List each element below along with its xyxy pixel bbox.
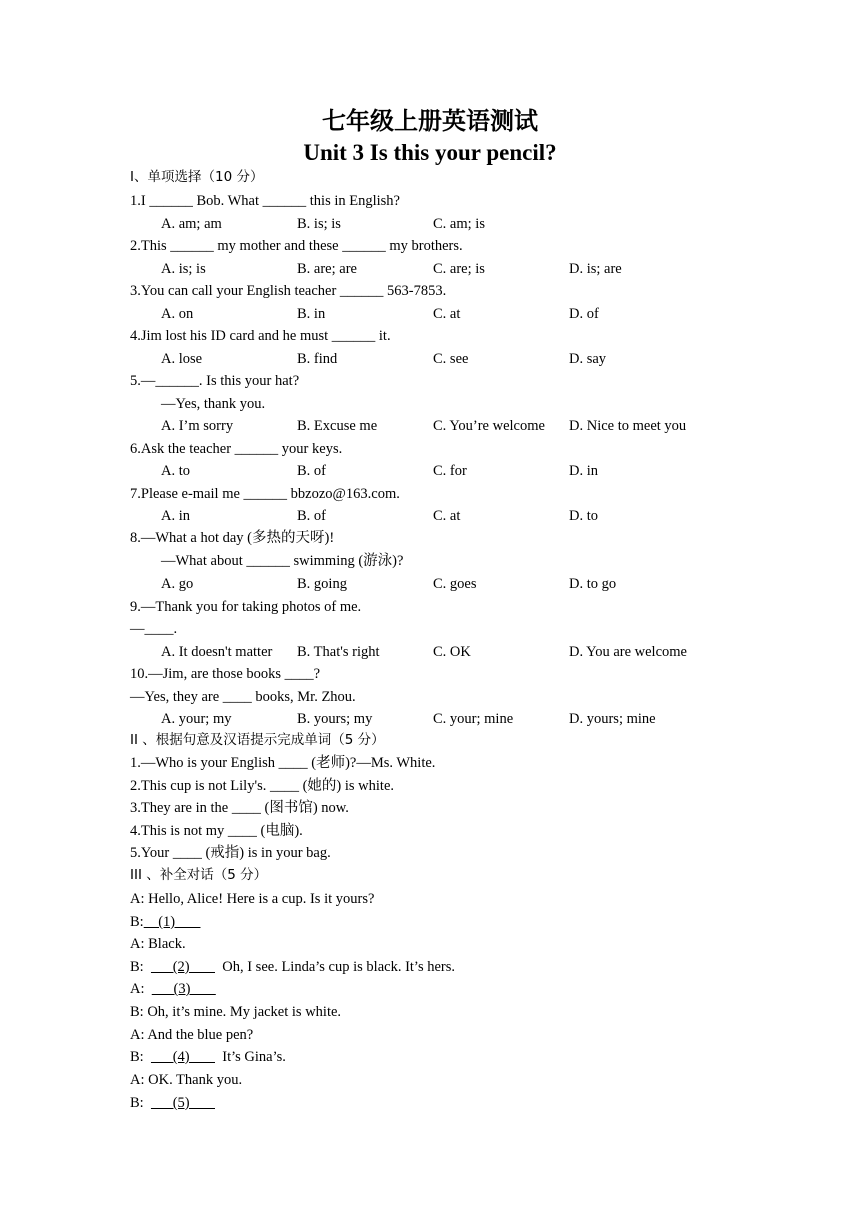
- q7-option-d: D. to: [569, 508, 598, 524]
- q9-option-b: B. That's right: [297, 644, 380, 660]
- q5-option-b: B. Excuse me: [297, 418, 378, 434]
- question-5: 5.—______. Is this your hat?: [130, 373, 300, 389]
- dialogue-text: It’s Gina’s.: [215, 1049, 286, 1065]
- dialogue-line-10: [130, 1093, 215, 1113]
- q4-option-d: D. say: [569, 351, 607, 367]
- q7-option-a: A. in: [161, 508, 190, 524]
- dialogue-line-4: [130, 957, 455, 977]
- dialogue-line-5: [130, 979, 216, 999]
- question-9: 9.—Thank you for taking photos of me.: [130, 599, 362, 615]
- q3-option-b: B. in: [297, 306, 326, 322]
- dialogue-line-7: A: And the blue pen?: [130, 1027, 254, 1043]
- q10-option-c: C. your; mine: [433, 711, 514, 727]
- page-title-english: Unit 3 Is this your pencil?: [303, 140, 557, 165]
- question-10-reply: —Yes, they are ____ books, Mr. Zhou.: [130, 689, 356, 705]
- q4-option-c: C. see: [433, 351, 469, 367]
- dialogue-blank-2[interactable]: (2): [150, 959, 215, 975]
- fill-item-4: 4.This is not my ____ (电脑).: [130, 823, 303, 839]
- q5-option-c: C. You’re welcome: [433, 418, 545, 434]
- q6-option-a: A. to: [161, 463, 190, 479]
- dialogue-blank-4[interactable]: (4): [150, 1049, 215, 1065]
- q8-option-b: B. going: [297, 576, 347, 592]
- dialogue-line-6: B: Oh, it’s mine. My jacket is white.: [130, 1004, 342, 1020]
- q6-option-b: B. of: [297, 463, 326, 479]
- question-10: 10.—Jim, are those books ____?: [130, 666, 321, 682]
- dialogue-text: Oh, I see. Linda’s cup is black. It’s hers.: [215, 959, 456, 975]
- question-7: 7.Please e-mail me ______ bbzozo@163.com.: [130, 486, 400, 502]
- question-4: 4.Jim lost his ID card and he must ______ it.: [130, 328, 391, 344]
- q7-option-b: B. of: [297, 508, 326, 524]
- q2-option-a: A. is; is: [161, 261, 206, 277]
- q5-option-d: D. Nice to meet you: [569, 418, 687, 434]
- q4-option-a: A. lose: [161, 351, 203, 367]
- q1-option-b: B. is; is: [297, 216, 341, 232]
- question-9-reply: —____.: [130, 621, 178, 637]
- dialogue-blank-3[interactable]: (3): [151, 981, 216, 997]
- dialogue-line-3: A: Black.: [130, 936, 186, 952]
- q10-option-b: B. yours; my: [297, 711, 373, 727]
- q2-option-c: C. are; is: [433, 261, 485, 277]
- question-2: 2.This ______ my mother and these ______ my brothers.: [130, 238, 463, 254]
- q3-option-c: C. at: [433, 306, 461, 322]
- q2-option-d: D. is; are: [569, 261, 622, 277]
- dialogue-speaker: B:: [130, 1095, 151, 1111]
- section-1-heading: I、单项选择（10 分）: [130, 169, 264, 185]
- q9-option-c: C. OK: [433, 644, 471, 660]
- dialogue-speaker: A:: [130, 981, 152, 997]
- dialogue-speaker: B:: [130, 914, 144, 930]
- question-8: 8.—What a hot day (多热的天呀)!: [130, 530, 335, 546]
- q7-option-c: C. at: [433, 508, 461, 524]
- q4-option-b: B. find: [297, 351, 338, 367]
- q6-option-d: D. in: [569, 463, 598, 479]
- q8-option-c: C. goes: [433, 576, 477, 592]
- fill-item-3: 3.They are in the ____ (图书馆) now.: [130, 800, 349, 816]
- question-6: 6.Ask the teacher ______ your keys.: [130, 441, 343, 457]
- fill-item-1: 1.—Who is your English ____ (老师)?—Ms. White.: [130, 755, 436, 771]
- q10-option-a: A. your; my: [161, 711, 232, 727]
- dialogue-blank-5[interactable]: (5): [150, 1095, 215, 1111]
- question-5-reply: —Yes, thank you.: [161, 396, 266, 412]
- dialogue-blank-1[interactable]: (1): [143, 914, 201, 930]
- question-3: 3.You can call your English teacher ______ 563-7853.: [130, 283, 447, 299]
- fill-item-5: 5.Your ____ (戒指) is in your bag.: [130, 845, 331, 861]
- section-3-heading: III 、补全对话（5 分）: [130, 867, 268, 883]
- q10-option-d: D. yours; mine: [569, 711, 656, 727]
- q1-option-a: A. am; am: [161, 216, 222, 232]
- dialogue-line-1: A: Hello, Alice! Here is a cup. Is it yours?: [130, 891, 375, 907]
- q1-option-c: C. am; is: [433, 216, 485, 232]
- q9-option-d: D. You are welcome: [569, 644, 687, 660]
- q8-option-d: D. to go: [569, 576, 617, 592]
- q2-option-b: B. are; are: [297, 261, 357, 277]
- dialogue-line-9: A: OK. Thank you.: [130, 1072, 243, 1088]
- dialogue-line-8: [130, 1047, 286, 1067]
- q5-option-a: A. I’m sorry: [161, 418, 234, 434]
- q3-option-a: A. on: [161, 306, 194, 322]
- q6-option-c: C. for: [433, 463, 467, 479]
- section-2-heading: II 、根据句意及汉语提示完成单词（5 分）: [130, 732, 385, 748]
- page-title-chinese: 七年级上册英语测试: [322, 107, 538, 135]
- q9-option-a: A. It doesn't matter: [161, 644, 273, 660]
- question-8-reply: —What about ______ swimming (游泳)?: [161, 553, 404, 569]
- dialogue-line-2: [130, 912, 201, 932]
- q8-option-a: A. go: [161, 576, 194, 592]
- fill-item-2: 2.This cup is not Lily's. ____ (她的) is white.: [130, 778, 395, 794]
- dialogue-speaker: B:: [130, 1049, 151, 1065]
- dialogue-speaker: B:: [130, 959, 151, 975]
- question-1: 1.I ______ Bob. What ______ this in English?: [130, 193, 400, 209]
- q3-option-d: D. of: [569, 306, 599, 322]
